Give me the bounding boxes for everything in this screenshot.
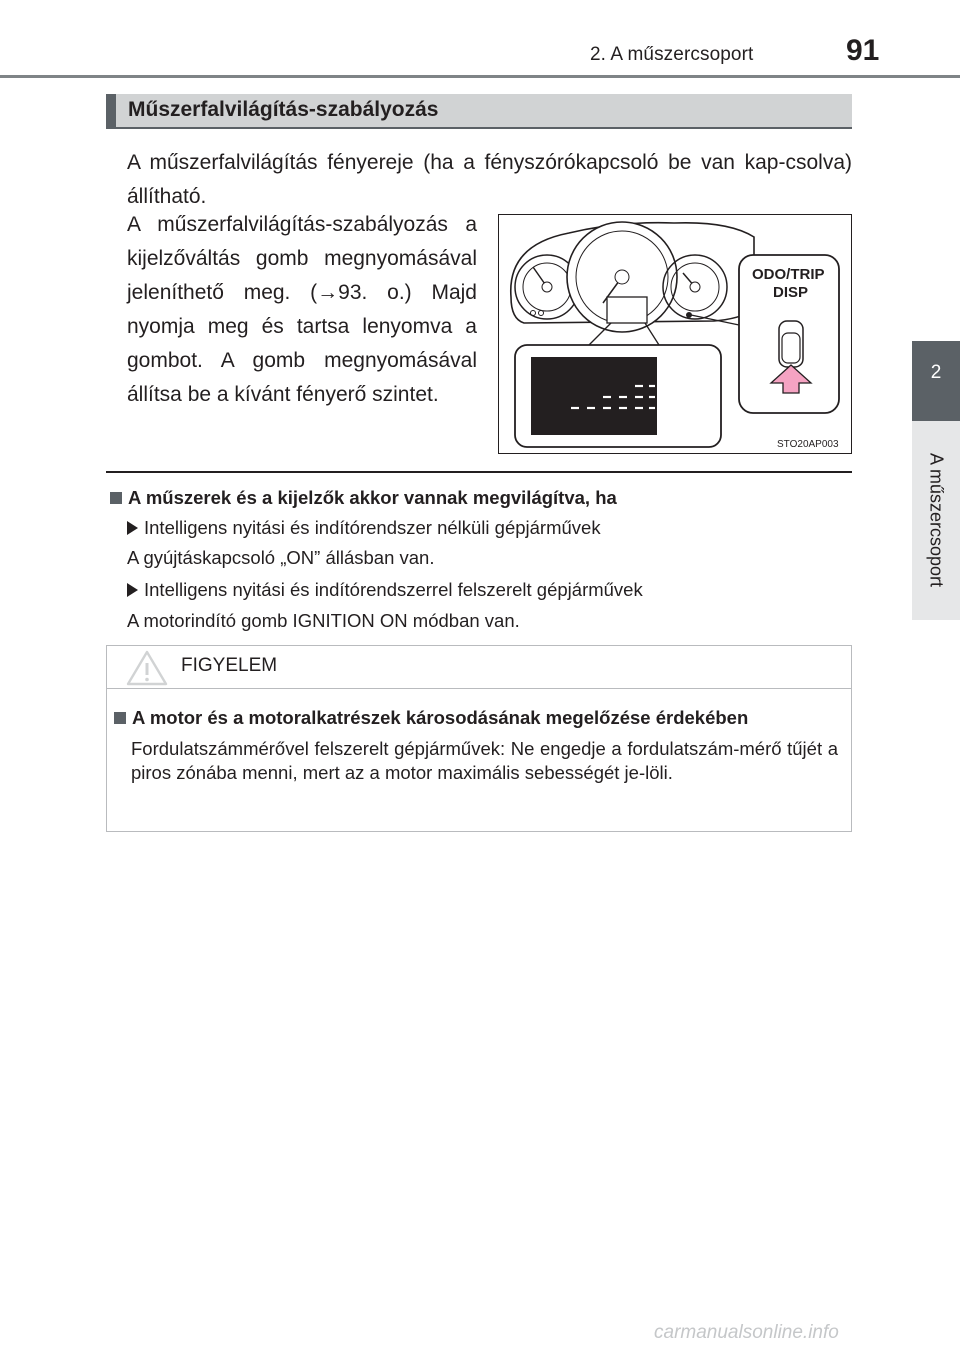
warning-body: Fordulatszámmérővel felszerelt gépjárművek: Ne engedje a fordulatszám-mérő tűjét a piros zónába menni, mert az a motor maximális sebességét je-löli. xyxy=(131,738,838,783)
condition-bullet-1 xyxy=(127,516,601,540)
condition-bullet-2 xyxy=(127,578,643,602)
square-bullet-icon xyxy=(110,492,122,504)
watermark: carmanualsonline.info xyxy=(654,1322,839,1343)
disp-label: DISP xyxy=(773,284,809,301)
header-rule xyxy=(0,75,960,78)
intro-paragraph: A műszerfalvilágítás fényereje (ha a fényszórókapcsoló be van kap-csolva) állítható. xyxy=(127,151,852,208)
warning-heading xyxy=(114,707,748,729)
instrument-cluster-illustration xyxy=(498,214,852,454)
instruction-paragraph: A műszerfalvilágítás-szabályozás a kijelzőváltás gomb megnyomásával jeleníthető meg. (→93. o.) Majd nyomja meg és tartsa lenyomva a gombot. A gomb megnyomásával állítsa be a kívánt fényerő szintet. xyxy=(127,213,477,406)
condition-text-2: A motorindító gomb IGNITION ON módban van. xyxy=(127,610,520,631)
section-divider xyxy=(106,471,852,473)
page-number: 91 xyxy=(846,34,880,67)
subsection-heading-text: A műszerek és a kijelzők akkor vannak megvilágítva, ha xyxy=(128,487,617,508)
figure-code: STO20AP003 xyxy=(777,439,839,450)
running-header: 2. A műszercsoport xyxy=(590,44,754,65)
condition-bullet-2-text: Intelligens nyitási és indítórendszerrel felszerelt gépjárművek xyxy=(144,579,643,600)
subsection-heading xyxy=(110,487,617,509)
warning-triangle-icon xyxy=(126,650,168,691)
triangle-bullet-icon xyxy=(127,521,138,535)
section-title: Műszerfalvilágítás-szabályozás xyxy=(128,98,439,121)
chapter-tab-label: A műszercsoport xyxy=(926,452,947,588)
warning-label: FIGYELEM xyxy=(181,655,278,676)
odo-trip-label: ODO/TRIP xyxy=(752,266,825,283)
condition-text-1: A gyújtáskapcsoló „ON” állásban van. xyxy=(127,547,435,568)
condition-bullet-1-text: Intelligens nyitási és indítórendszer nélküli gépjárművek xyxy=(144,517,601,538)
square-bullet-icon xyxy=(114,712,126,724)
chapter-tab-number: 2 xyxy=(930,362,942,383)
warning-heading-text: A motor és a motoralkatrészek károsodásának megelőzése érdekében xyxy=(132,707,749,728)
triangle-bullet-icon xyxy=(127,583,138,597)
warning-separator xyxy=(107,688,851,689)
